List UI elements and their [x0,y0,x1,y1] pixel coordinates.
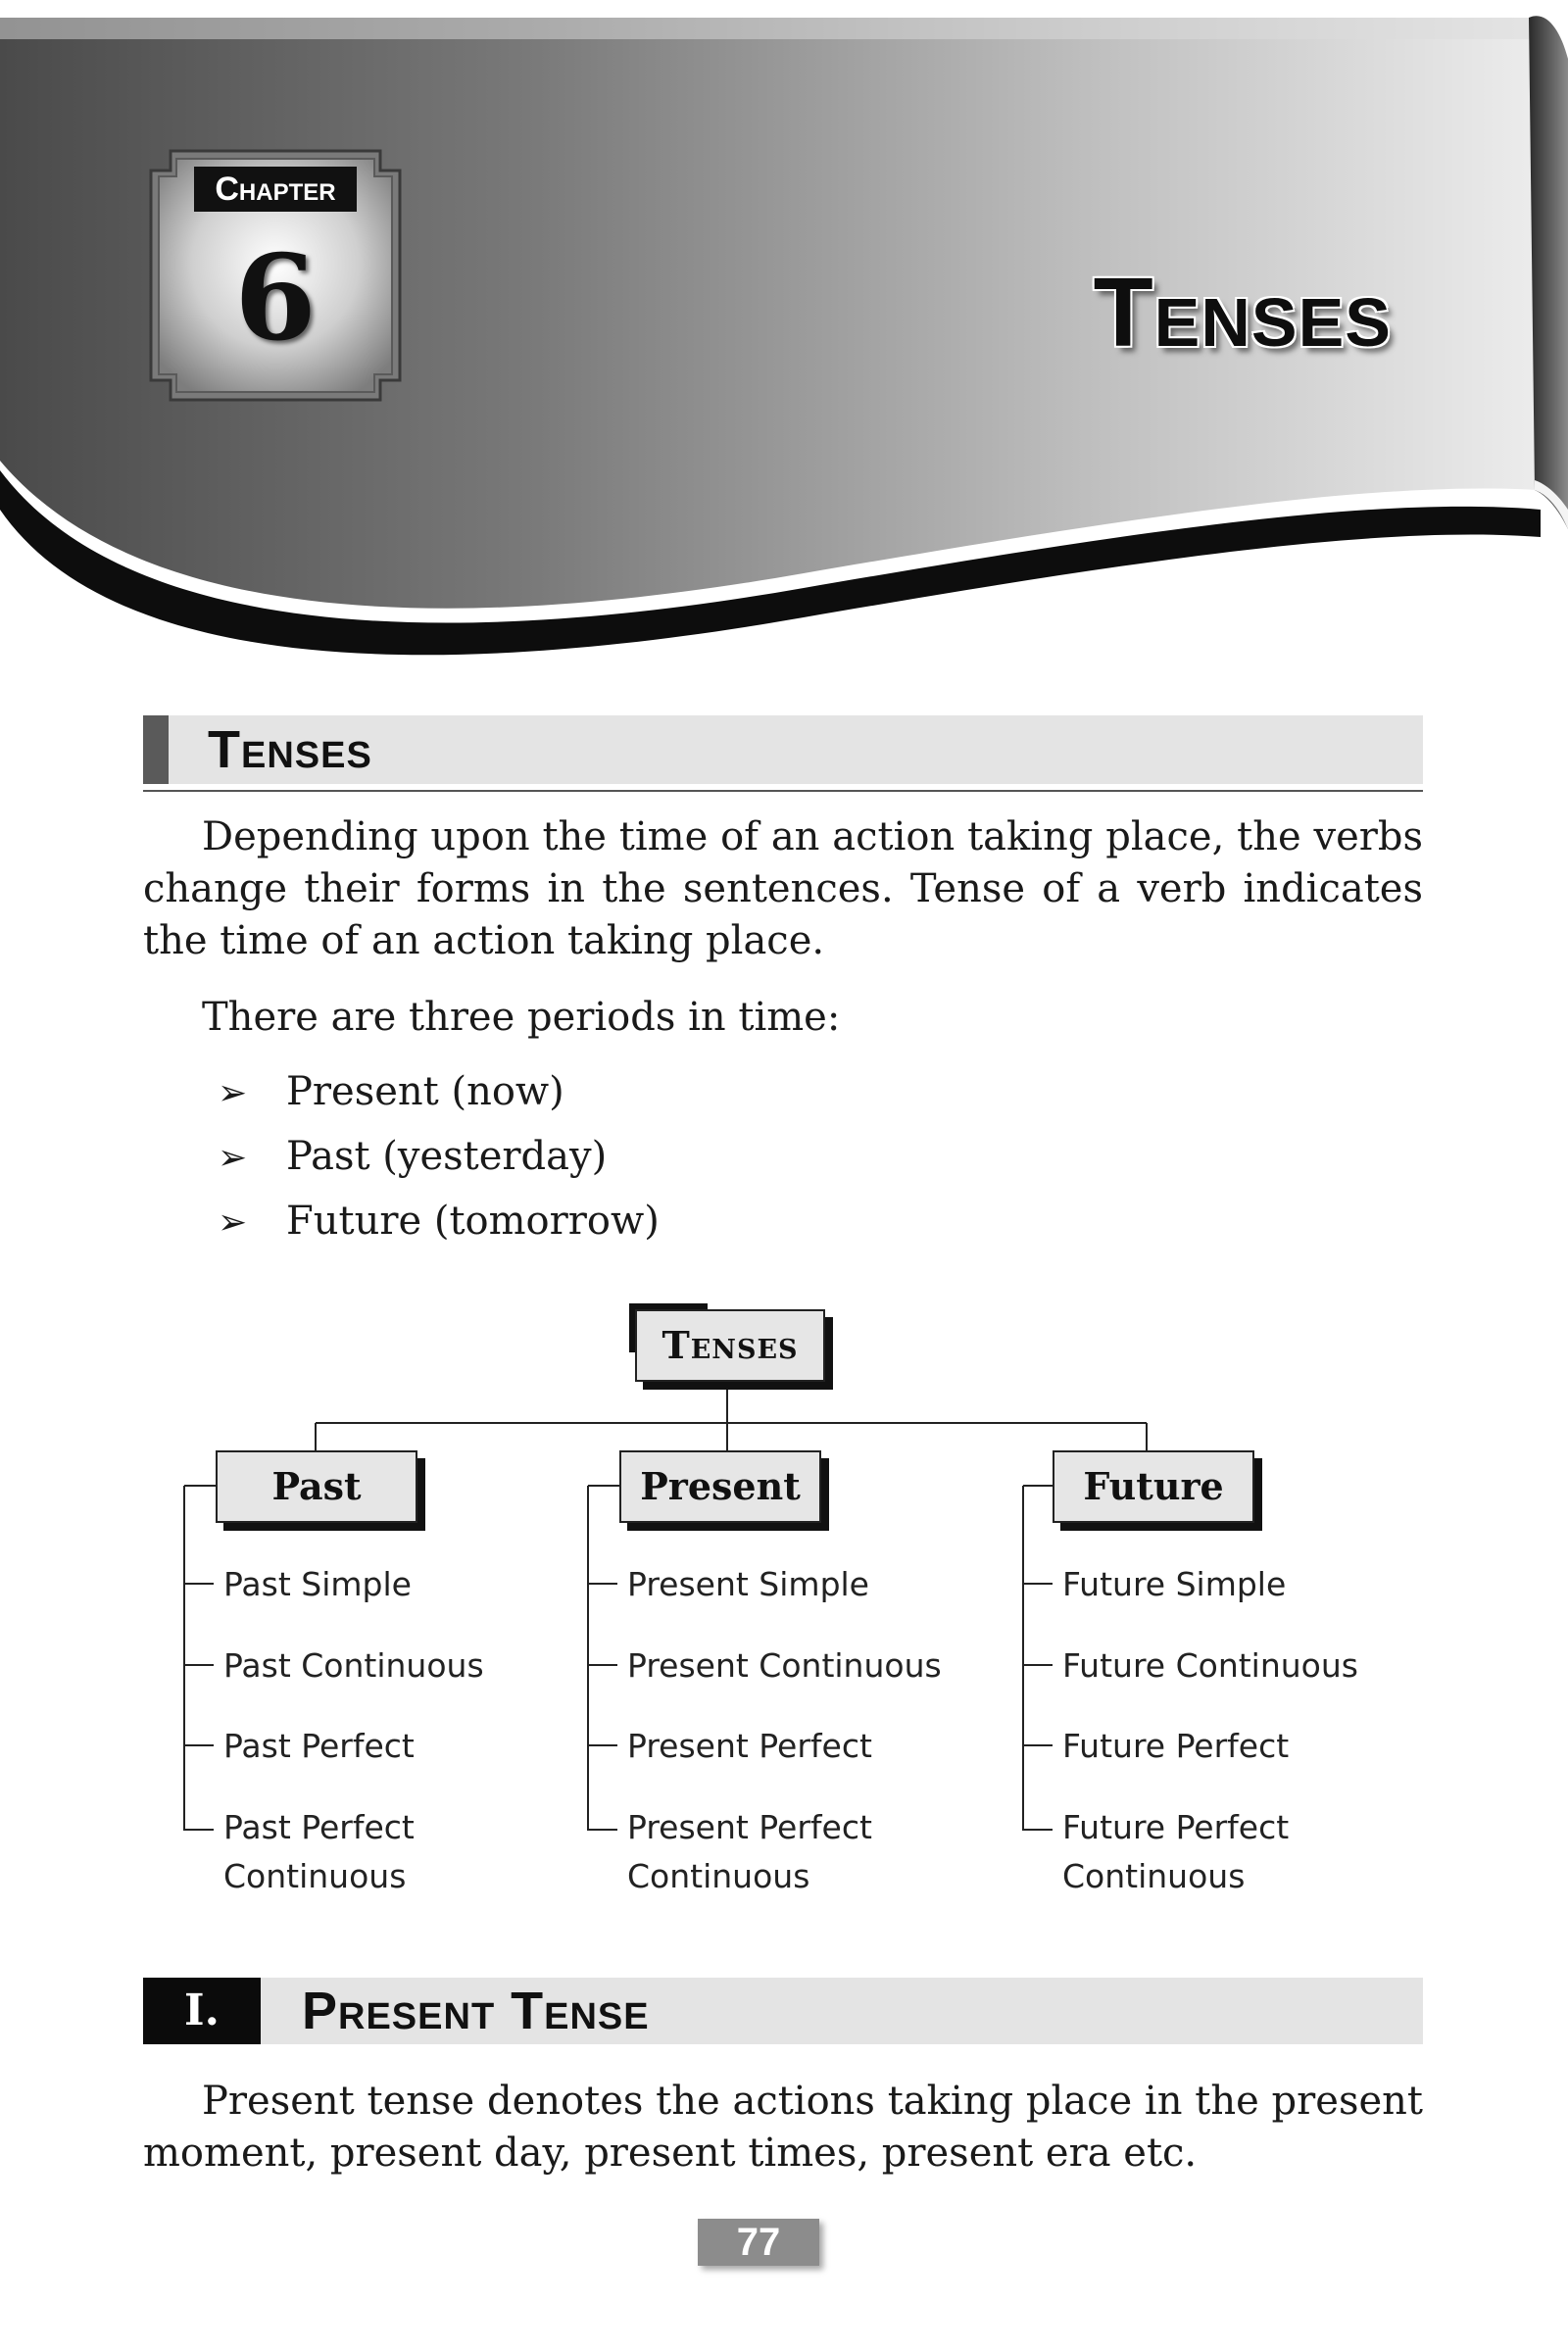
section-heading-text: Tenses [208,720,372,779]
diagram-leaf-past-perfect: Past Perfect [223,1727,415,1765]
diagram-node-past: Past [216,1450,417,1523]
diagram-node-future: Future [1053,1450,1254,1523]
present-tense-paragraph [143,2076,1423,2180]
diagram-leaf-future-perfect-continuous-line2: Continuous [1062,1857,1246,1895]
section-number: I. [143,1978,261,2044]
diagram-root-tenses: Tenses [635,1309,825,1382]
intro-paragraph-text: Depending upon the time of an action taking place, the verbs change their forms in the sentences. Tense of a verb indicates the time of an action taking place. [143,814,1423,963]
chapter-title: Tenses [1093,258,1392,368]
diagram-leaf-future-continuous: Future Continuous [1062,1646,1358,1685]
chapter-number: 6 [234,229,317,368]
diagram-leaf-present-perfect: Present Perfect [627,1727,872,1765]
arrow-bullet-icon: ➢ [218,1073,248,1113]
diagram-leaf-future-perfect: Future Perfect [1062,1727,1290,1765]
diagram-leaf-present-perfect-continuous-line2: Continuous [627,1857,810,1895]
present-tense-paragraph-text: Present tense denotes the actions taking place in the present moment, present day, present times, present era etc. [143,2079,1423,2176]
diagram-leaf-past-continuous: Past Continuous [223,1646,484,1685]
arrow-bullet-icon: ➢ [218,1202,248,1243]
diagram-leaf-present-continuous: Present Continuous [627,1646,942,1685]
chapter-label: Chapter [194,167,357,212]
diagram-leaf-past-perfect-continuous-line2: Continuous [223,1857,407,1895]
section-heading-present-tense [143,1978,1423,2044]
arrow-bullet-icon: ➢ [218,1138,248,1178]
diagram-leaf-future-perfect-continuous: Future Perfect [1062,1808,1290,1846]
list-item-text: Present (now) [286,1069,564,1114]
diagram-leaf-future-simple: Future Simple [1062,1565,1287,1603]
diagram-leaf-past-simple: Past Simple [223,1565,412,1603]
diagram-node-present: Present [619,1450,821,1523]
diagram-leaf-present-perfect-continuous: Present Perfect [627,1808,872,1846]
page-number: 77 [698,2219,819,2266]
diagram-leaf-present-simple: Present Simple [627,1565,869,1603]
periods-intro-text: There are three periods in time: [202,995,841,1040]
section-heading-text: Present Tense [302,1982,650,2040]
list-item-text: Past (yesterday) [286,1134,608,1179]
diagram-leaf-past-perfect-continuous: Past Perfect [223,1808,415,1846]
list-item-text: Future (tomorrow) [286,1199,660,1244]
